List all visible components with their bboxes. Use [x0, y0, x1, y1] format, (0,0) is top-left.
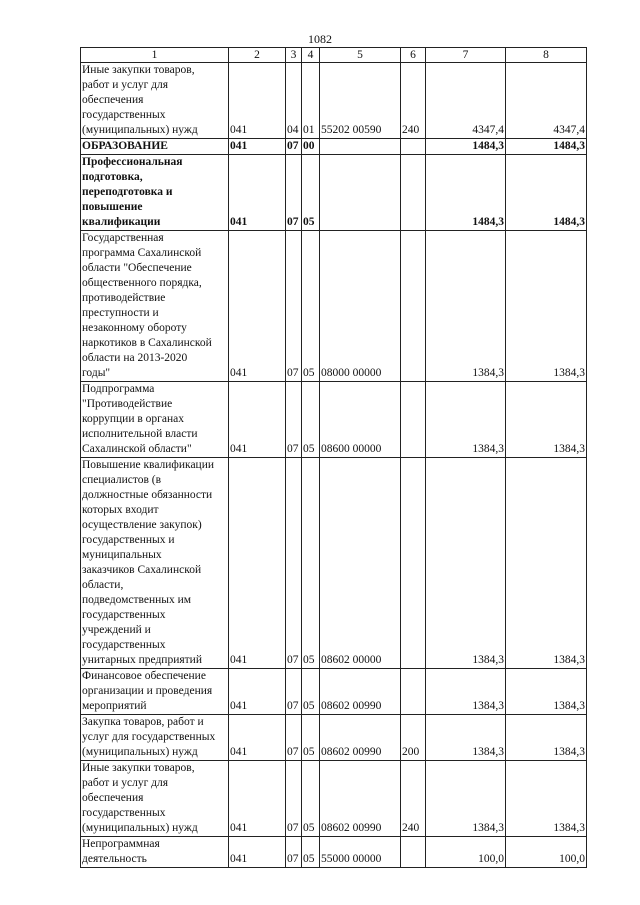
amount-cell: 1384,3 [426, 382, 506, 458]
subsection-cell: 05 [302, 715, 320, 761]
section-cell: 07 [286, 837, 302, 868]
admin-code-cell: 041 [229, 715, 286, 761]
admin-code-cell: 041 [229, 669, 286, 715]
row-name-cell: Закупка товаров, работ и услуг для государственных (муниципальных) нужд [81, 715, 229, 761]
section-cell: 07 [286, 231, 302, 382]
section-cell: 07 [286, 458, 302, 669]
expense-type-cell: 240 [401, 63, 426, 139]
target-article-cell: 55000 00000 [320, 837, 401, 868]
subsection-cell: 05 [302, 155, 320, 231]
amount-total-cell: 1484,3 [506, 139, 587, 155]
admin-code-cell: 041 [229, 139, 286, 155]
admin-code-cell: 041 [229, 63, 286, 139]
amount-total-cell: 1384,3 [506, 231, 587, 382]
admin-code-cell: 041 [229, 458, 286, 669]
amount-cell: 1384,3 [426, 231, 506, 382]
table-row [81, 155, 587, 231]
budget-table [80, 47, 587, 868]
target-article-cell: 08602 00990 [320, 669, 401, 715]
row-name-cell: Иные закупки товаров, работ и услуг для обеспечения государственных (муниципальных) нужд [81, 761, 229, 837]
expense-type-cell [401, 155, 426, 231]
row-name-cell: Профессиональная подготовка, переподготовка и повышение квалификации [81, 155, 229, 231]
row-name-cell: Подпрограмма "Противодействие коррупции в органах исполнительной власти Сахалинской области" [81, 382, 229, 458]
amount-total-cell: 1384,3 [506, 761, 587, 837]
admin-code-cell: 041 [229, 761, 286, 837]
amount-cell: 1484,3 [426, 139, 506, 155]
amount-total-cell: 1384,3 [506, 382, 587, 458]
expense-type-cell [401, 382, 426, 458]
amount-total-cell: 4347,4 [506, 63, 587, 139]
subsection-cell: 05 [302, 761, 320, 837]
amount-cell: 4347,4 [426, 63, 506, 139]
amount-total-cell: 1384,3 [506, 669, 587, 715]
row-name-cell: ОБРАЗОВАНИЕ [81, 139, 229, 155]
row-name-cell: Повышение квалификации специалистов (в должностные обязанности которых входит осуществление закупок) государственных и муниципальных заказчиков Сахалинской области, подведомственных им государственных учреждений и государственных унитарных предприятий [81, 458, 229, 669]
row-name-cell: Финансовое обеспечение организации и проведения мероприятий [81, 669, 229, 715]
header-cell: 1 [81, 48, 229, 63]
amount-cell: 1484,3 [426, 155, 506, 231]
target-article-cell [320, 155, 401, 231]
table-header-row [81, 48, 587, 63]
subsection-cell: 05 [302, 837, 320, 868]
table-row [81, 669, 587, 715]
amount-total-cell: 1384,3 [506, 458, 587, 669]
amount-total-cell: 1384,3 [506, 715, 587, 761]
amount-cell: 1384,3 [426, 669, 506, 715]
section-cell: 07 [286, 382, 302, 458]
target-article-cell: 08000 00000 [320, 231, 401, 382]
target-article-cell: 08602 00990 [320, 761, 401, 837]
amount-cell: 1384,3 [426, 715, 506, 761]
target-article-cell: 08602 00990 [320, 715, 401, 761]
section-cell: 07 [286, 669, 302, 715]
header-cell: 5 [320, 48, 401, 63]
header-cell: 3 [286, 48, 302, 63]
admin-code-cell: 041 [229, 231, 286, 382]
subsection-cell: 05 [302, 458, 320, 669]
page-number: 1082 [308, 32, 332, 46]
table-row [81, 715, 587, 761]
expense-type-cell: 240 [401, 761, 426, 837]
section-cell: 07 [286, 155, 302, 231]
expense-type-cell [401, 139, 426, 155]
subsection-cell: 00 [302, 139, 320, 155]
target-article-cell: 55202 00590 [320, 63, 401, 139]
amount-total-cell: 1484,3 [506, 155, 587, 231]
section-cell: 07 [286, 715, 302, 761]
table-row [81, 761, 587, 837]
expense-type-cell [401, 669, 426, 715]
amount-total-cell: 100,0 [506, 837, 587, 868]
header-cell: 8 [506, 48, 587, 63]
table-row [81, 382, 587, 458]
table-row [81, 63, 587, 139]
amount-cell: 1384,3 [426, 458, 506, 669]
row-name-cell: Иные закупки товаров, работ и услуг для обеспечения государственных (муниципальных) нужд [81, 63, 229, 139]
subsection-cell: 05 [302, 669, 320, 715]
admin-code-cell: 041 [229, 155, 286, 231]
table-row [81, 139, 587, 155]
admin-code-cell: 041 [229, 382, 286, 458]
section-cell: 07 [286, 761, 302, 837]
expense-type-cell [401, 458, 426, 669]
target-article-cell: 08602 00000 [320, 458, 401, 669]
target-article-cell: 08600 00000 [320, 382, 401, 458]
table-row [81, 458, 587, 669]
header-cell: 7 [426, 48, 506, 63]
table-row [81, 837, 587, 868]
expense-type-cell [401, 837, 426, 868]
target-article-cell [320, 139, 401, 155]
table-row [81, 231, 587, 382]
amount-cell: 1384,3 [426, 761, 506, 837]
subsection-cell: 05 [302, 231, 320, 382]
header-cell: 2 [229, 48, 286, 63]
expense-type-cell [401, 231, 426, 382]
row-name-cell: Государственная программа Сахалинской области "Обеспечение общественного порядка, противодействие преступности и незаконному обороту наркотиков в Сахалинской области на 2013-2020 годы" [81, 231, 229, 382]
subsection-cell: 01 [302, 63, 320, 139]
row-name-cell: Непрограммная деятельность [81, 837, 229, 868]
amount-cell: 100,0 [426, 837, 506, 868]
subsection-cell: 05 [302, 382, 320, 458]
expense-type-cell: 200 [401, 715, 426, 761]
admin-code-cell: 041 [229, 837, 286, 868]
section-cell: 07 [286, 139, 302, 155]
header-cell: 6 [401, 48, 426, 63]
section-cell: 04 [286, 63, 302, 139]
header-cell: 4 [302, 48, 320, 63]
